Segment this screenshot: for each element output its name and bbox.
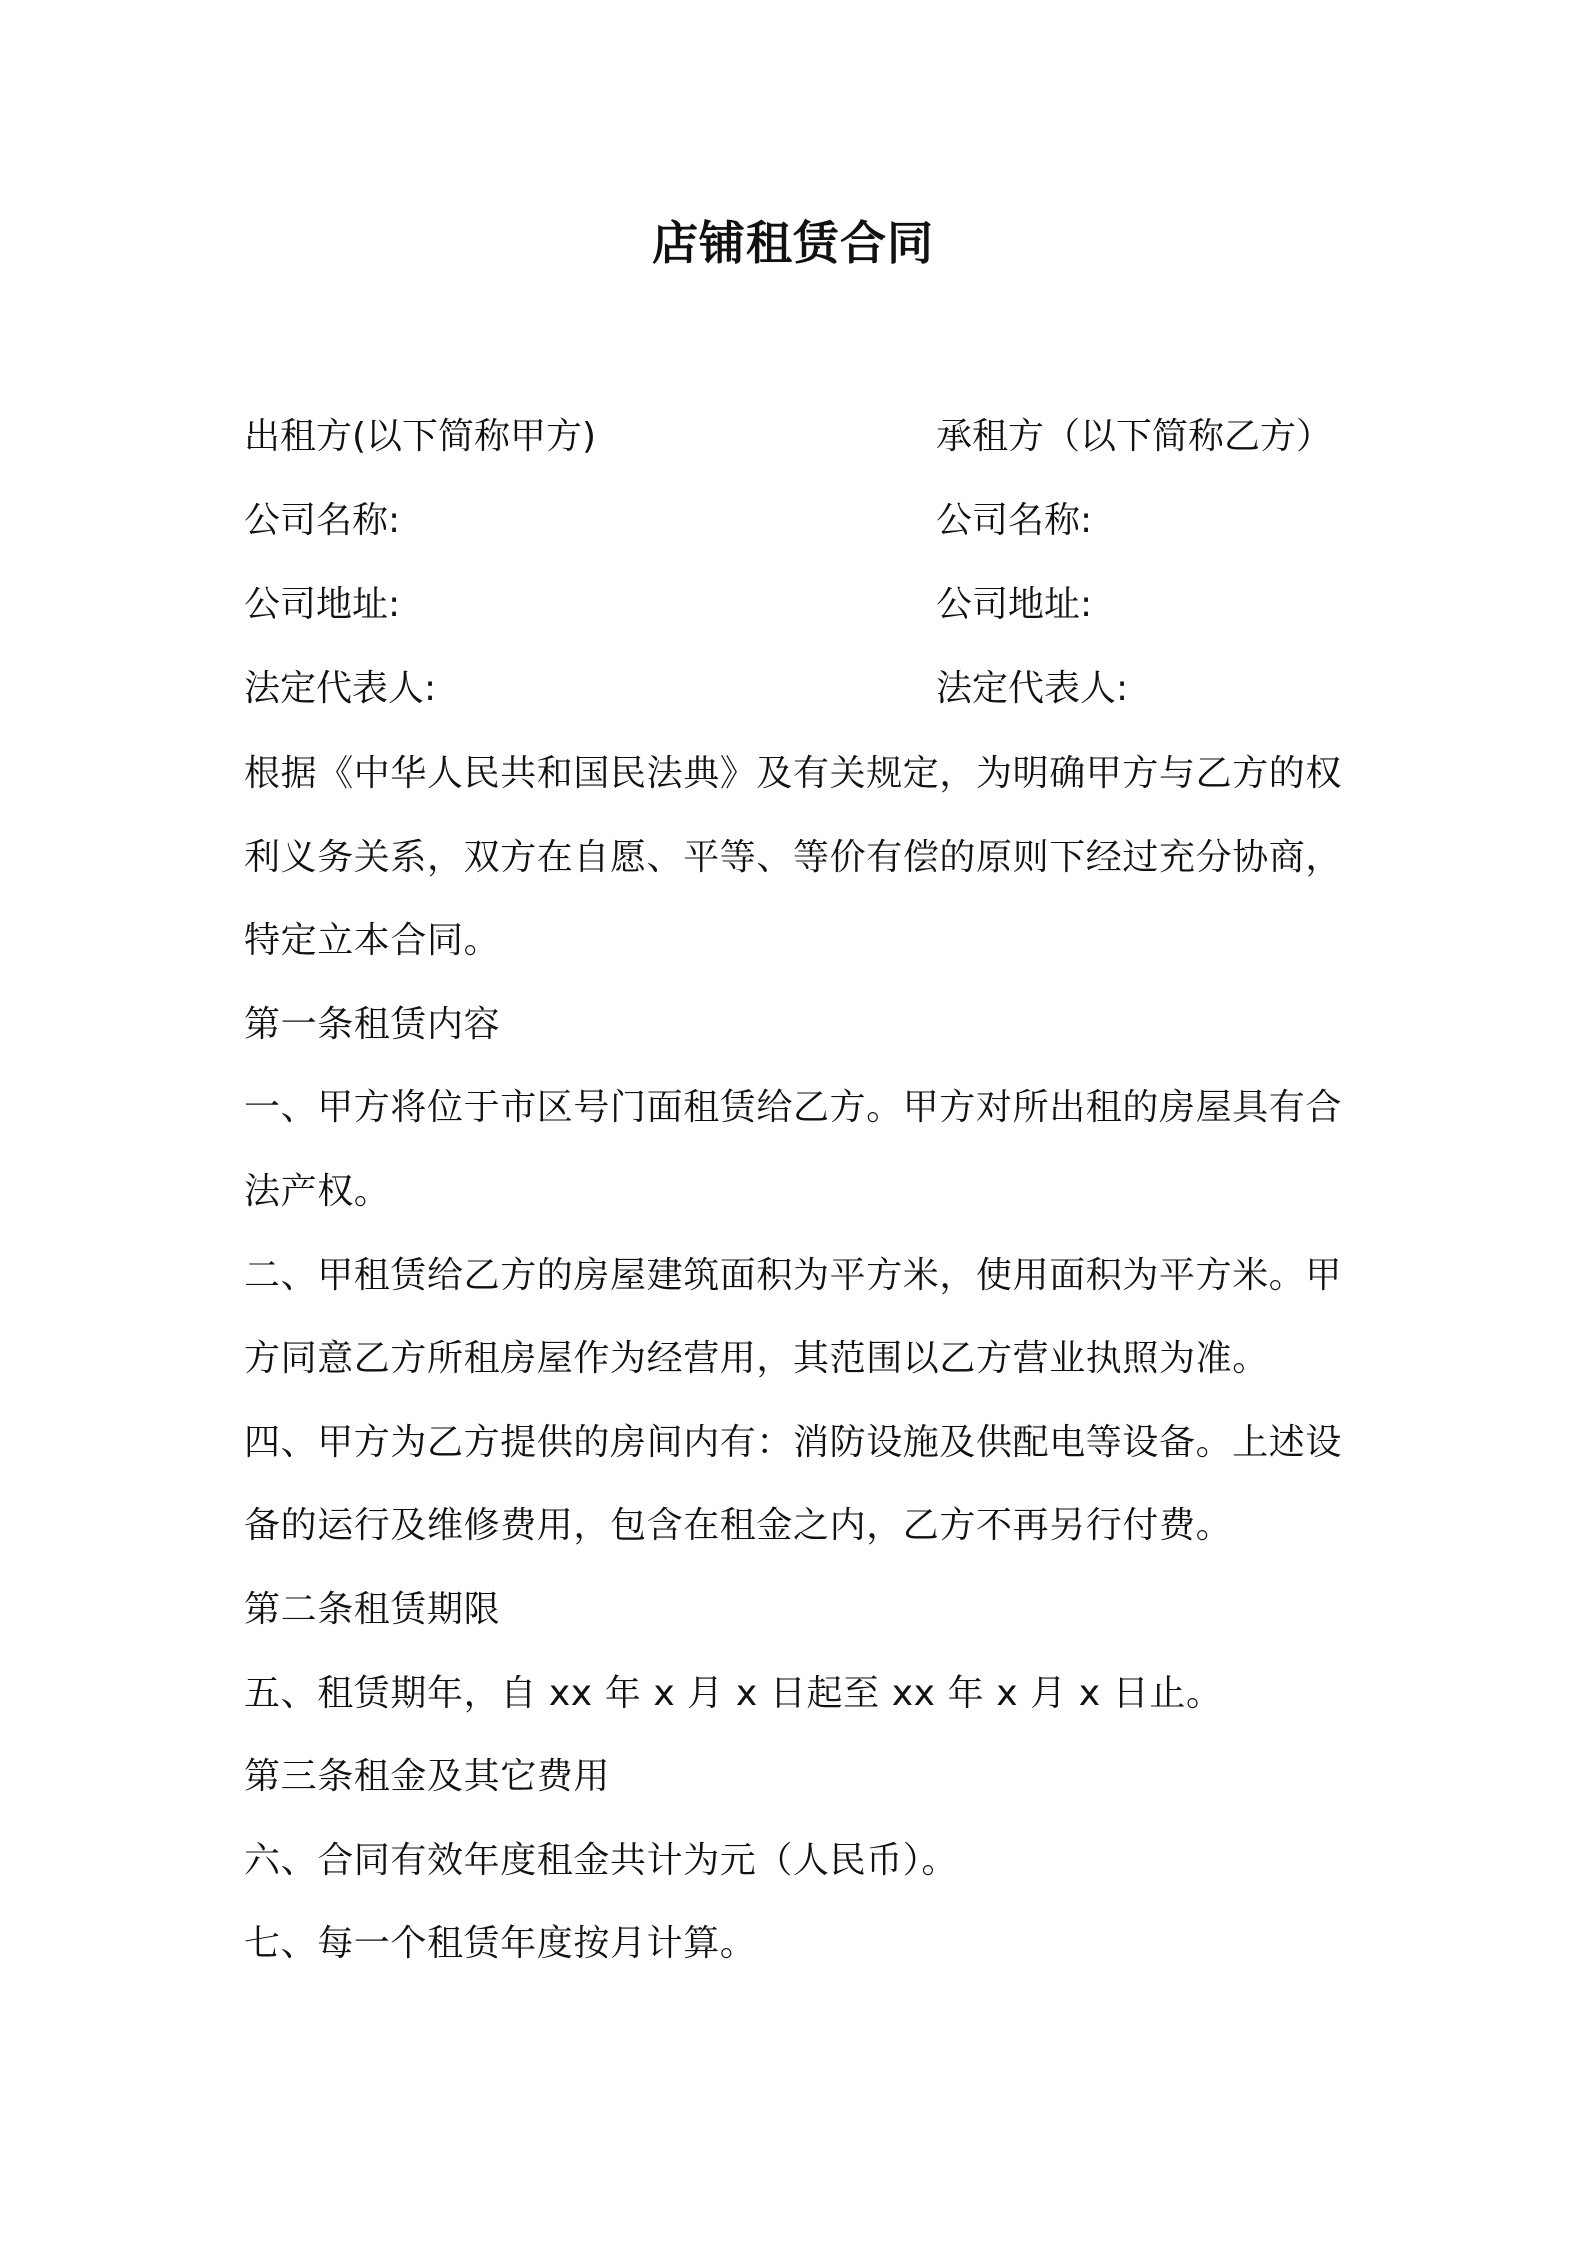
preamble-paragraph: 根据《中华人民共和国民法典》及有关规定，为明确甲方与乙方的权利义务关系，双方在自愿、平等、等价有偿的原则下经过充分协商，特定立本合同。 [244,753,1343,962]
clause-paragraph: 四、甲方为乙方提供的房间内有：消防设施及供配电等设备。上述设备的运行及维修费用，包含在租金之内，乙方不再另行付费。 [244,1421,1343,1547]
article-heading: 第三条租金及其它费用 [244,1756,611,1798]
clause-paragraph: 六、合同有效年度租金共计为元（人民币）。 [244,1839,959,1881]
legal-rep-row [0,647,1586,731]
lessee-heading: 承租方（以下简称乙方） [936,416,1333,457]
document-title: 店铺租赁合同 [652,216,934,270]
clause-paragraph: 二、甲租赁给乙方的房屋建筑面积为平方米，使用面积为平方米。甲方同意乙方所租房屋作为经营用，其范围以乙方营业执照为准。 [244,1254,1343,1380]
clause-paragraph: 一、甲方将位于市区号门面租赁给乙方。甲方对所出租的房屋具有合法产权。 [244,1087,1343,1212]
clause-paragraph: 五、租赁期年，自 xx 年 x 月 x 日起至 xx 年 x 月 x 日止。 [244,1672,1223,1714]
lessee-company-address-label: 公司地址: [936,584,1093,625]
company-address-row [0,563,1586,647]
contract-body [244,732,1364,1986]
lessor-heading: 出租方(以下简称甲方) [244,416,597,457]
lessor-company-name-label: 公司名称: [244,500,401,541]
company-name-row [0,479,1586,563]
lessee-legal-rep-label: 法定代表人: [936,668,1129,709]
article-heading: 第一条租赁内容 [244,1003,501,1045]
lessee-company-name-label: 公司名称: [936,500,1093,541]
clause-paragraph: 七、每一个租赁年度按月计算。 [244,1923,757,1965]
article-heading: 第二条租赁期限 [244,1588,501,1630]
party-heading-row [0,395,1586,479]
lessor-company-address-label: 公司地址: [244,584,401,625]
lessor-legal-rep-label: 法定代表人: [244,668,437,709]
